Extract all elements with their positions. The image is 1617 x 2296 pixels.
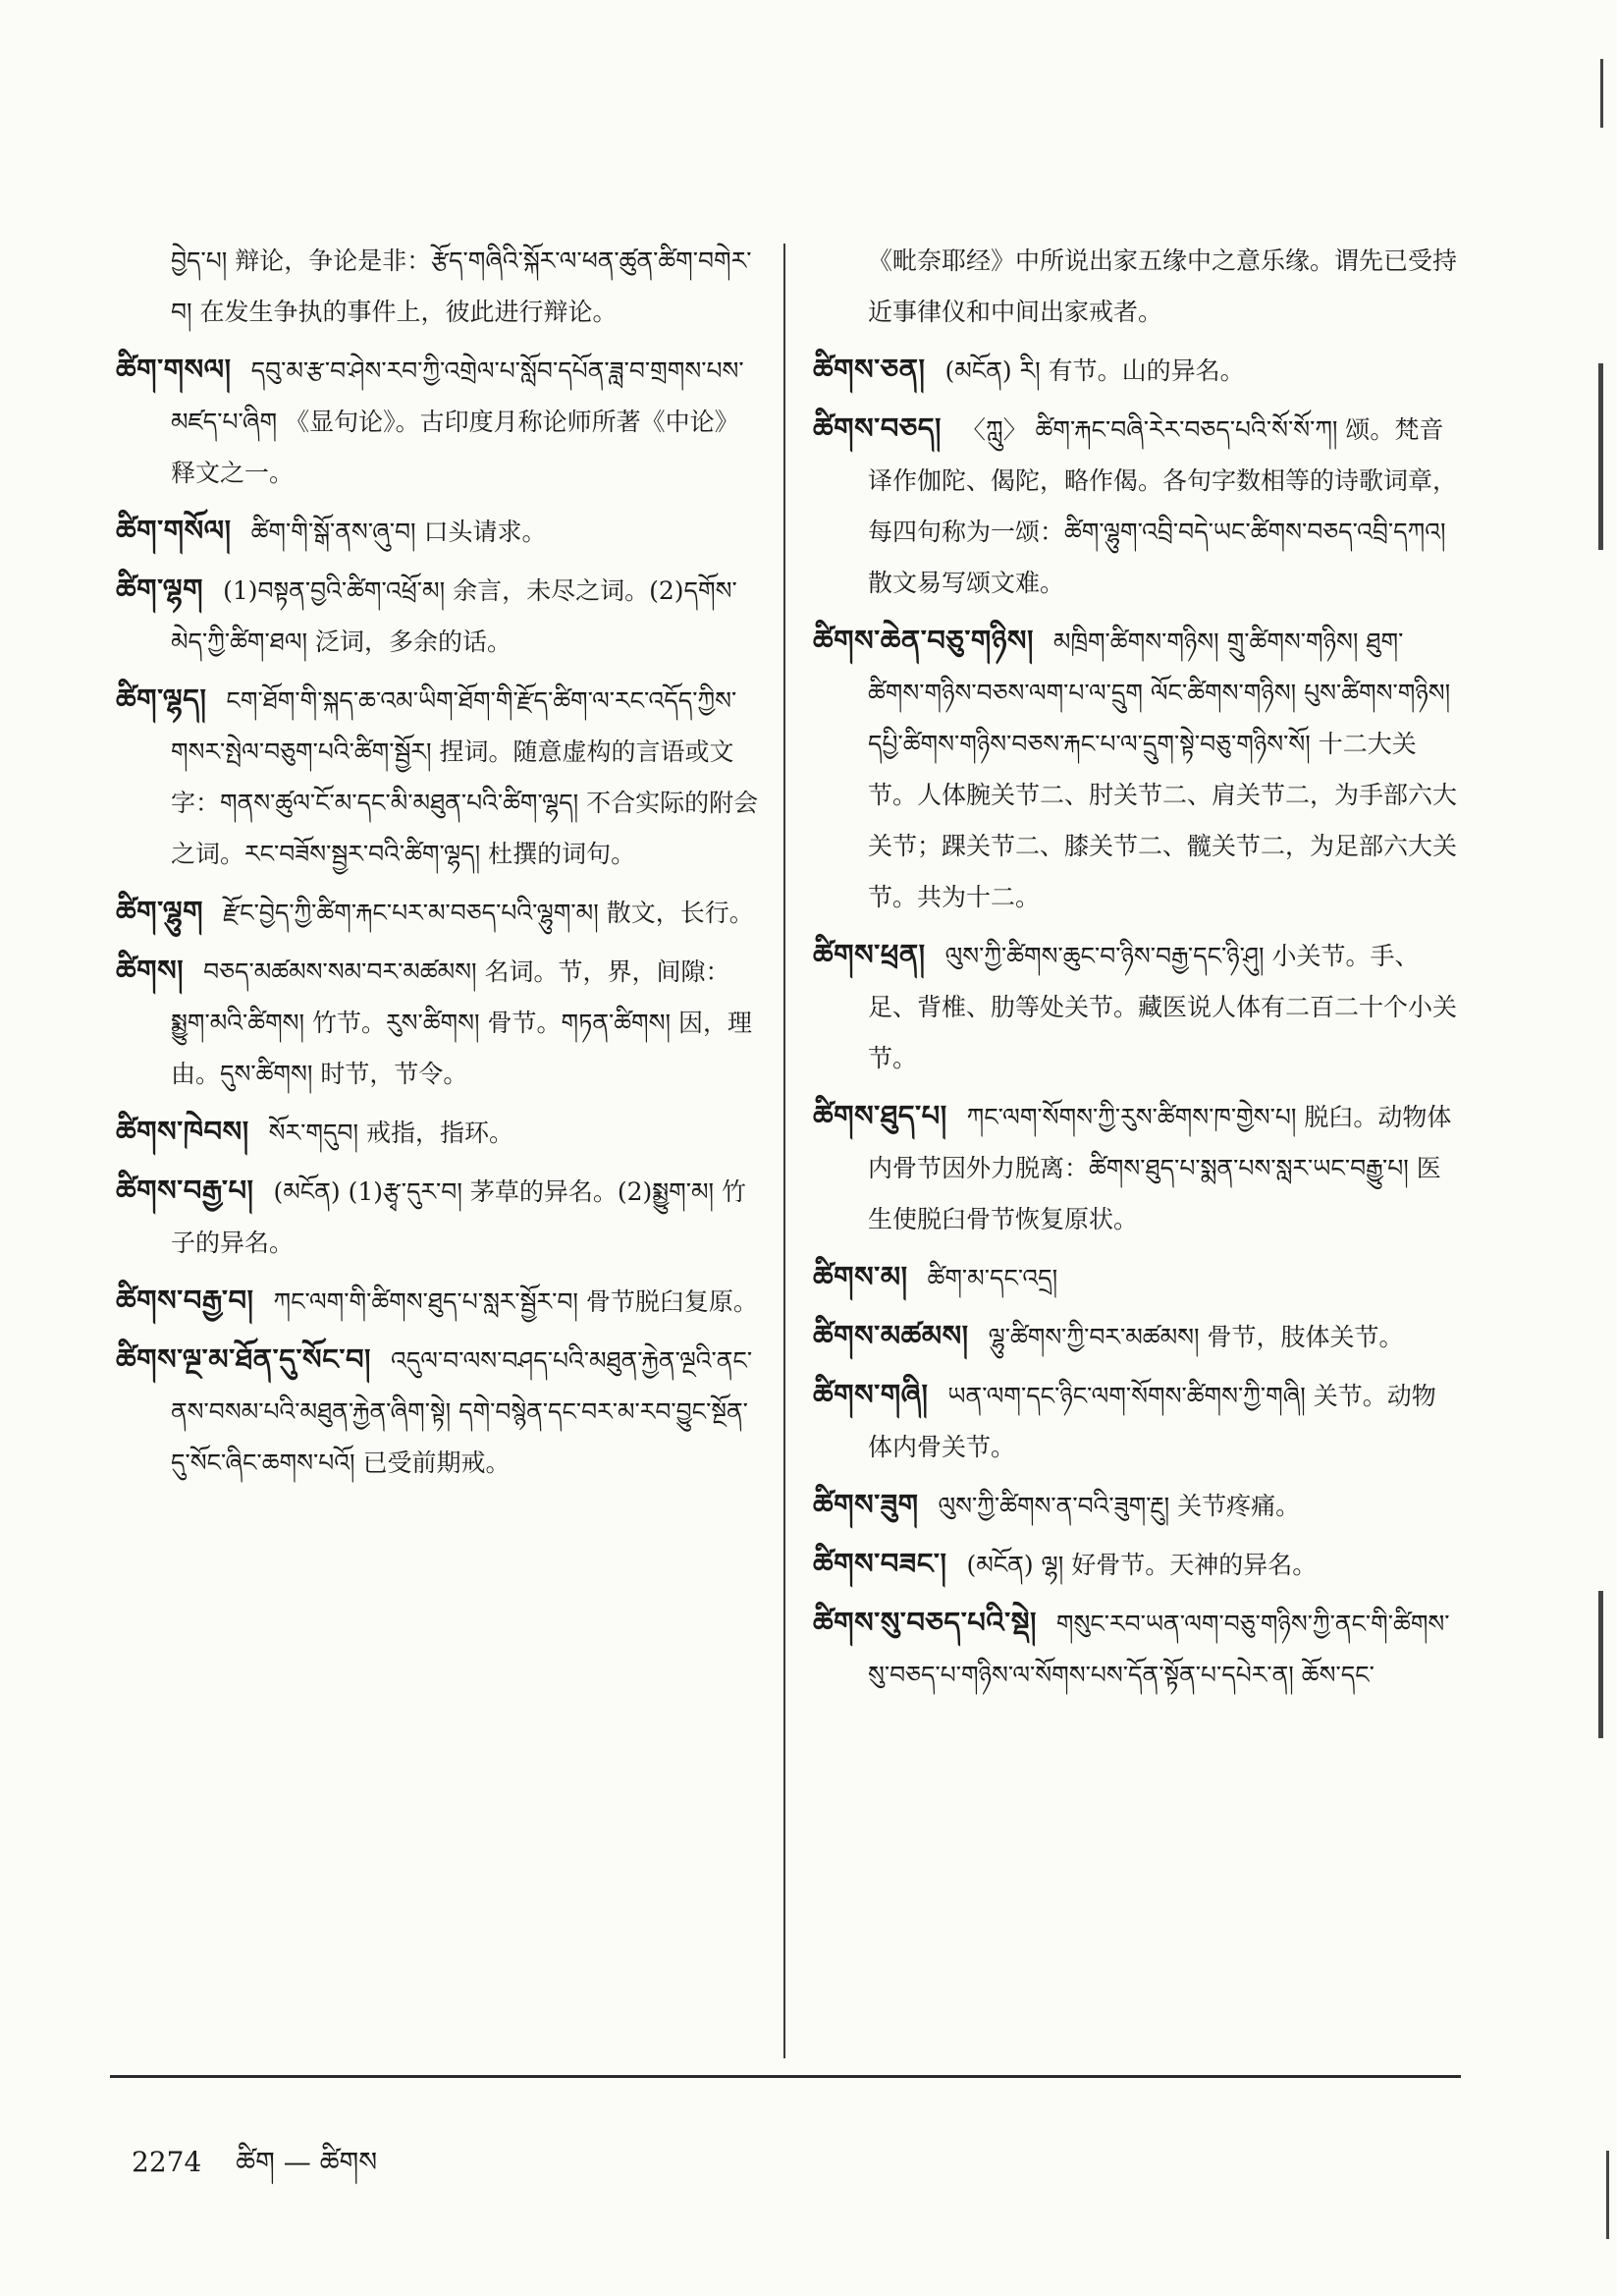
entry-2 bbox=[813, 403, 1459, 609]
headword: ཚིག་གསལ། bbox=[116, 353, 232, 386]
entry-7 bbox=[813, 1310, 1459, 1363]
headword: ཚིགས་ལྔ་མ་ཐོན་དུ་སོང་བ། bbox=[116, 1342, 371, 1376]
scan-mark bbox=[1598, 363, 1603, 550]
entry-text: ཚིག་གི་སྒོ་ནས་ཞུ་བ། 口头请求。 bbox=[250, 518, 547, 546]
entry-text: (མངོན) རི། 有节。山的异名。 bbox=[944, 356, 1245, 385]
entry-5 bbox=[813, 1090, 1459, 1245]
entry-9 bbox=[116, 1275, 759, 1328]
entry-text: ལུས་ཀྱི་ཚིགས་ཆུང་བ་ཉིས་བརྒྱ་དང་ཉི་ཤུ། 小关节。手、足、背椎、肋等处关节。藏医说人体有二百二十个小关节。 bbox=[868, 942, 1458, 1072]
entry-text: 《毗奈耶经》中所说出家五缘中之意乐缘。谓先已受持近事律仪和中间出家戒者。 bbox=[868, 246, 1458, 326]
entry-text: ཀང་ལག་གི་ཚིགས་ཐུད་པ་སླར་སྦྱོར་བ། 骨节脱臼复原。 bbox=[273, 1287, 758, 1316]
page-range: ཚིག — ཚིགས bbox=[236, 2146, 378, 2178]
entry-5 bbox=[116, 886, 759, 939]
entry-text: ངག་ཐོག་གི་སྐད་ཆ་འམ་ཡིག་ཐོག་གི་རྫོད་ཚིག་ལ་རང་འདོད་ཀྱིས་གསར་སྤེལ་བཅུག་པའི་ཚིག་སྦྱོར། 捏词。随意虚构的言语或文字：གནས་ཚུལ་ངོ་མ་དང་མི་མཐུན་པའི་ཚིག་ལྷད། 不合实际的附会之词。རང་བཟོས་སྦྱར་བའི་ཚིག་ལྷད། 杜撰的词句。 bbox=[171, 686, 759, 868]
headword: ཚིག་ལྷག bbox=[116, 573, 204, 606]
entry-10 bbox=[116, 1334, 759, 1489]
headword: ཚིགས་ཁེབས། bbox=[116, 1115, 249, 1148]
headword: ཚིགས། bbox=[116, 954, 185, 987]
entry-2 bbox=[116, 505, 759, 558]
entry-text: 〈ཀླུ〉 ཚིག་རྐང་བཞི་རེར་བཅད་པའི་སོ་སོ་ཀ། 颂。梵音译作伽陀、偈陀，略作偈。各句字数相等的诗歌词章，每四句称为一颂：ཚིག་ལྷུག་འབྲི་བདེ་ཡང་ཚིགས་བཅད་འབྲི་དཀའ། 散文易写颂文难。 bbox=[868, 415, 1458, 597]
entry-text: འདུལ་བ་ལས་བཤད་པའི་མཐུན་རྐྱེན་ལྔའི་ནང་ནས་བསམ་པའི་མཐུན་རྐྱེན་ཞིག་སྟེ། དགེ་བསྙེན་དང་བར་མ་རབ་བྱུང་སྔོན་དུ་སོང་ཞིང་ཆགས་པའོ། 已受前期戒。 bbox=[171, 1346, 753, 1477]
headword: ཚིགས་གཞི། bbox=[813, 1378, 929, 1411]
entry-10 bbox=[813, 1538, 1459, 1591]
entry-3 bbox=[813, 615, 1459, 923]
entry-0 bbox=[813, 236, 1459, 338]
headword: ཚིགས་ཟུག bbox=[813, 1488, 919, 1521]
headword: ཚིགས་ཕྲན། bbox=[813, 938, 926, 971]
headword: ཚིགས་ཐུད་པ། bbox=[813, 1099, 947, 1132]
page-number: 2274 bbox=[132, 2146, 202, 2178]
entry-1 bbox=[116, 344, 759, 499]
entry-text: མཁྲིག་ཚིགས་གཉིས། གྲུ་ཚིགས་གཉིས། ཐུག་ཚིགས་གཉིས་བཅས་ལག་པ་ལ་དྲུག ལོང་ཚིགས་གཉིས། པུས་ཚིགས་གཉིས། དཔྱི་ཚིགས་གཉིས་བཅས་རྐང་པ་ལ་དྲུག་སྟེ་བཅུ་གཉིས་སོ། 十二大关节。人体腕关节二、肘关节二、肩关节二，为手部六大关节；踝关节二、膝关节二、髋关节二，为足部六大关节。共为十二。 bbox=[868, 628, 1458, 911]
left-column bbox=[116, 236, 759, 1495]
entry-text: ཡན་ལག་དང་ཉིང་ལག་སོགས་ཚིགས་ཀྱི་གཞི། 关节。动物体内骨关节。 bbox=[868, 1382, 1436, 1461]
headword: ཚིགས་ཆེན་བཅུ་གཉིས། bbox=[813, 624, 1034, 657]
entry-text: ཚིག་མ་དང་འདྲ། bbox=[927, 1264, 1058, 1292]
headword: ཚིག་ལྷུག bbox=[116, 895, 204, 928]
entry-text: ལྷུ་ཚིགས་ཀྱི་བར་མཚམས། 骨节，肢体关节。 bbox=[988, 1323, 1404, 1351]
entry-11 bbox=[813, 1597, 1459, 1701]
page-footer bbox=[132, 2131, 377, 2209]
entry-0 bbox=[116, 236, 759, 338]
entry-text: བྱེད་པ། 辩论，争论是非：རྩོད་གཞིའི་སྐོར་ལ་ཕན་ཚུན་ཚིག་བགེར་བ། 在发生争执的事件上，彼此进行辩论。 bbox=[171, 246, 752, 326]
headword: ཚིགས་མཚམས། bbox=[813, 1319, 969, 1352]
entry-text: (1)བསྟན་བྱའི་ཚིག་འཕྲོ་མ། 余言，未尽之词。(2)དགོས་མེད་ཀྱི་ཚིག་ཐལ། 泛词，多余的话。 bbox=[171, 576, 737, 656]
entry-8 bbox=[813, 1369, 1459, 1473]
headword: ཚིགས་བཟང་། bbox=[813, 1547, 947, 1580]
entry-4 bbox=[813, 929, 1459, 1084]
entry-8 bbox=[116, 1165, 759, 1269]
headword: ཚིག་གསོལ། bbox=[116, 514, 232, 547]
entry-text: ཀང་ལག་སོགས་ཀྱི་རུས་ཚིགས་ཁ་གྱེས་པ། 脱臼。动物体内骨节因外力脱离：ཚིགས་ཐུད་པ་སྨན་པས་སླར་ཡང་བརྒྱུ་པ། 医生使脱臼骨节恢复原状。 bbox=[868, 1103, 1452, 1233]
column-divider bbox=[783, 244, 785, 2058]
entry-text: རྫོང་བྱེད་ཀྱི་ཚིག་རྐང་པར་མ་བཅད་པའི་ལྷུག་མ། 散文，长行。 bbox=[223, 899, 754, 927]
entry-text: (མངོན) ལྷ། 好骨节。天神的异名。 bbox=[966, 1551, 1318, 1579]
headword: ཚིགས་ཅན། bbox=[813, 353, 926, 386]
scan-edge-marks bbox=[1568, 0, 1617, 2296]
entry-text: སོར་གདུབ། 戒指，指环。 bbox=[268, 1119, 513, 1147]
entry-6 bbox=[813, 1251, 1459, 1304]
right-column bbox=[813, 236, 1459, 1707]
headword: ཚིགས་བརྒྱ་པ། bbox=[116, 1174, 254, 1207]
entry-text: ལུས་ཀྱི་ཚིགས་ན་བའི་ཟུག་རྔུ། 关节疼痛。 bbox=[938, 1492, 1301, 1520]
headword: ཚིགས་བརྒྱ་བ། bbox=[116, 1284, 254, 1317]
headword: ཚིགས་མ། bbox=[813, 1260, 908, 1293]
scan-mark bbox=[1600, 59, 1603, 128]
entry-1 bbox=[813, 344, 1459, 397]
entry-3 bbox=[116, 564, 759, 668]
entry-9 bbox=[813, 1479, 1459, 1532]
entry-4 bbox=[116, 674, 759, 880]
scan-mark bbox=[1606, 2151, 1609, 2239]
entry-7 bbox=[116, 1106, 759, 1159]
entry-text: གསུང་རབ་ཡན་ལག་བཅུ་གཉིས་ཀྱི་ནང་གི་ཚིགས་སུ་བཅད་པ་གཉིས་ལ་སོགས་པས་དོན་སྟོན་པ་དཔེར་ན། ཆོས་དང་ bbox=[868, 1610, 1450, 1689]
scan-mark bbox=[1598, 1591, 1603, 1738]
entry-6 bbox=[116, 945, 759, 1100]
headword: ཚིག་ལྷད། bbox=[116, 683, 207, 716]
headword: ཚིགས་སུ་བཅད་པའི་སྡེ། bbox=[813, 1606, 1037, 1639]
headword: ཚིགས་བཅད། bbox=[813, 411, 942, 445]
footer-rule bbox=[110, 2075, 1461, 2078]
entry-text: (མངོན) (1)རྩྭ་དུར་བ། 茅草的异名。(2)སྨྱུག་མ། 竹子的异名。 bbox=[171, 1177, 747, 1257]
entry-text: དབུ་མ་རྩ་བ་ཤེས་རབ་ཀྱི་འགྲེལ་པ་སློབ་དཔོན་ཟླ་བ་གྲགས་པས་མཛད་པ་ཞིག 《显句论》。古印度月称论师所著《中论》释文之一。 bbox=[171, 356, 744, 487]
entry-text: བཅད་མཚམས་སམ་བར་མཚམས། 名词。节，界，间隙：སྨྱུག་མའི་ཚིགས། 竹节。རུས་ཚིགས། 骨节。གཏན་ཚིགས། 因，理由。དུས་ཚིགས། 时节，节令。 bbox=[171, 957, 753, 1088]
